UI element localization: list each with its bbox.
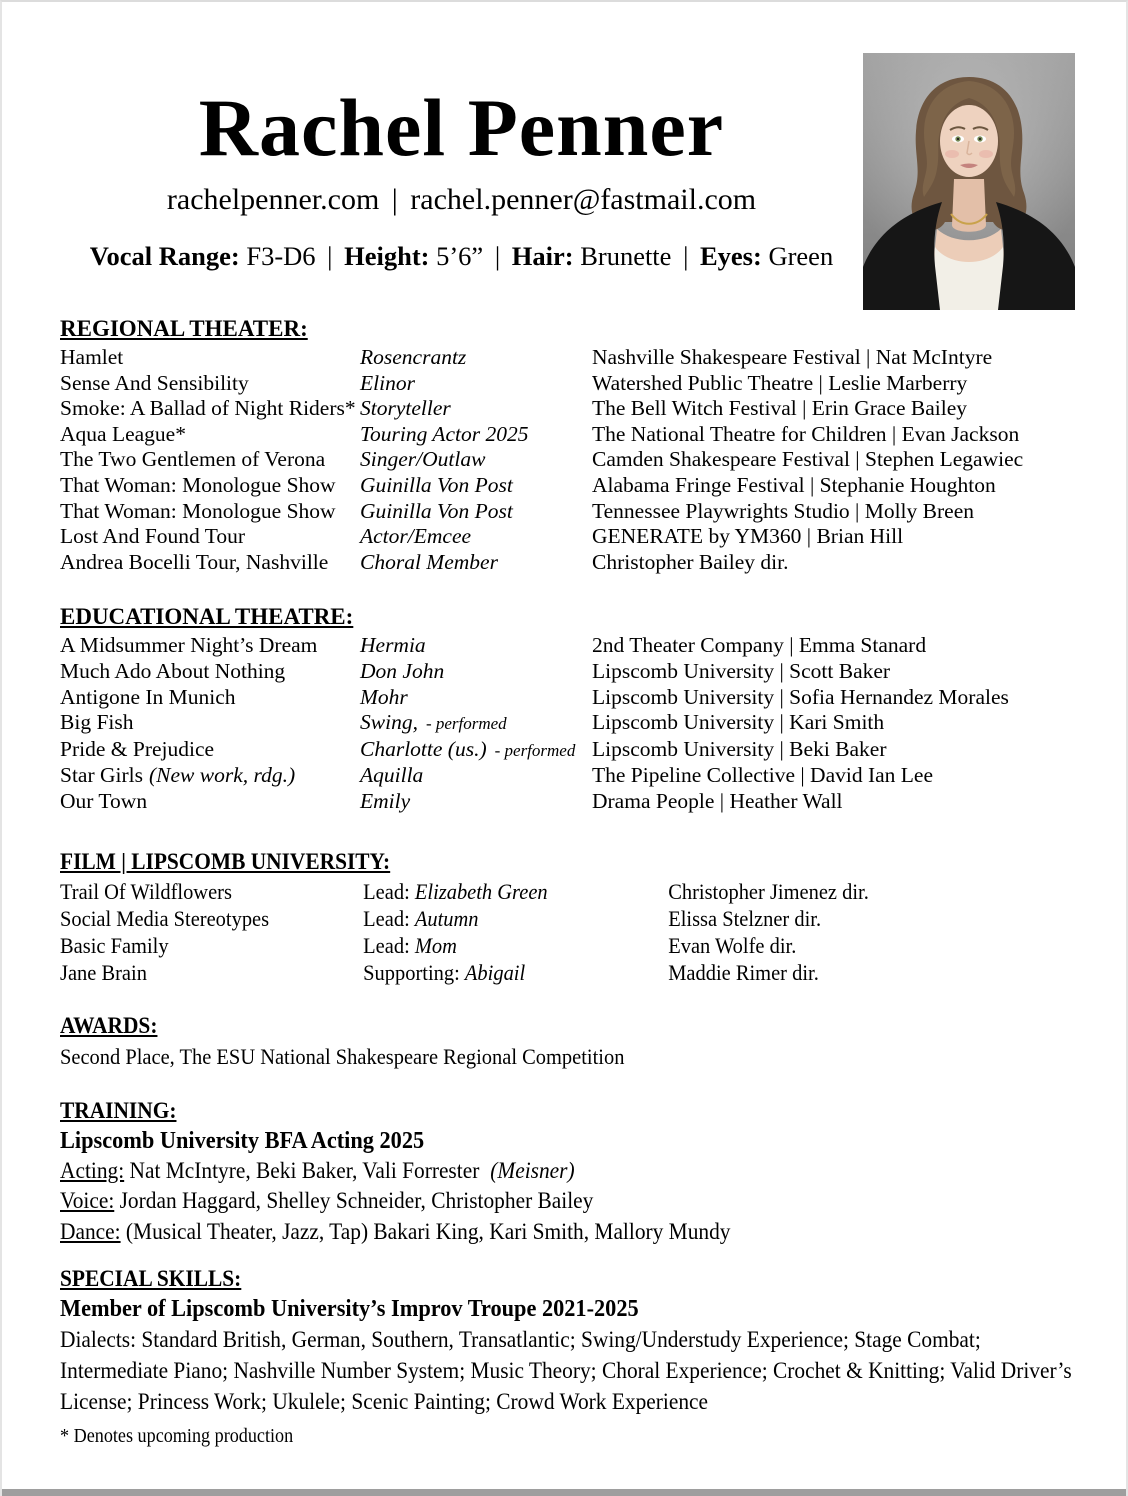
film-title: Jane Brain [60,959,147,985]
award-item: Second Place, The ESU National Shakespeare Regional Competition [60,1043,625,1069]
training-category-label: Voice: [60,1188,115,1213]
role-name: Actor/Emcee [360,524,472,549]
venue-director: 2nd Theater Company | Emma Stanard [592,633,927,658]
production-title: A Midsummer Night’s Dream [60,633,318,658]
role-name: Choral Member [360,549,498,574]
page-title: Rachel Penner [198,82,725,173]
venue-director: Alabama Fringe Festival | Stephanie Houghton [592,472,996,497]
venue-director: Lipscomb University | Kari Smith [592,710,885,735]
training-names: Nat McIntyre, Beki Baker, Vali Forrester [129,1157,480,1183]
stat-label: Eyes: [700,240,762,271]
table-row [60,789,1076,815]
table-row [60,633,1076,659]
film-rows [60,878,1074,986]
table-row [60,550,1076,576]
table-row [60,710,1076,737]
table-row [60,422,1076,448]
training-line [60,1217,1074,1248]
stat-label: Vocal Range: [89,240,240,271]
role-name: Singer/Outlaw [360,447,486,472]
training-category-label: Dance: [60,1218,121,1244]
production-title: Our Town [60,788,148,813]
headshot-illustration [863,53,1075,310]
role-note: - performed [494,740,576,760]
section-heading: FILM | LIPSCOMB UNIVERSITY: [60,848,391,874]
role-name: Don John [360,658,445,683]
educational-rows [60,633,1076,814]
table-row [60,524,1076,550]
production-title: Lost And Found Tour [60,524,246,549]
role-name: Guinilla Von Post [360,472,513,497]
training-names: (Musical Theater, Jazz, Tap) Bakari King, Kari Smith, Mallory Mundy [125,1218,731,1244]
production-title: Hamlet [60,345,124,369]
table-row [60,396,1076,422]
training-line [60,1156,1074,1187]
venue-director: Christopher Bailey dir. [592,549,789,574]
role-note: - performed [425,714,507,734]
table-row [60,447,1076,473]
venue-director: Nashville Shakespeare Festival | Nat McIntyre [592,345,993,369]
training-category-label: Acting: [60,1157,125,1183]
venue-director: Lipscomb University | Beki Baker [592,736,887,761]
stats-line [60,241,863,272]
stat-value: Brunette [580,240,672,271]
website-text: rachelpenner.com [166,182,380,216]
production-title: Much Ado About Nothing [60,658,286,683]
role-name: Swing, - performed [360,710,507,735]
role-name: Emily [360,788,411,813]
table-row [60,763,1076,789]
asterisk-footnote: * Denotes upcoming production [60,1426,294,1447]
film-title: Basic Family [60,932,169,958]
film-title: Trail Of Wildflowers [60,878,232,904]
section-heading: SPECIAL SKILLS: [60,1266,242,1291]
film-role [363,878,668,905]
film-director: Evan Wolfe dir. [668,932,797,958]
page-bottom-edge [2,1489,1126,1496]
email-text: rachel.penner@fastmail.com [410,182,757,216]
role-type: Supporting: [363,959,460,985]
skills-subheading: Member of Lipscomb University’s Improv Troupe 2021-2025 [60,1296,639,1322]
role-name: Aquilla [360,763,424,788]
section-heading: REGIONAL THEATER: [60,316,308,341]
production-title: Andrea Bocelli Tour, Nashville [60,549,329,574]
contact-line [60,183,863,217]
production-title: Smoke: A Ballad of Night Riders* [60,396,356,421]
role-name: Guinilla Von Post [360,498,513,523]
resume-body [2,314,1126,1448]
film-director: Elissa Stelzner dir. [668,905,822,931]
separator: | [327,240,333,271]
venue-director: Watershed Public Theatre | Leslie Marberry [592,370,968,395]
role-name: Abigail [464,959,526,985]
film-role [363,959,668,986]
production-title: Pride & Prejudice [60,736,215,761]
role-type: Lead: [363,878,410,904]
venue-director: Lipscomb University | Sofia Hernandez Morales [592,684,1009,709]
table-row [60,371,1076,397]
skills-list: Dialects: Standard British, German, Southern, Transatlantic; Swing/Understudy Experience; Stage Combat; Intermediate Piano; Nashville Number System; Music Theory; Choral Experience; Crochet & Knitting; Valid Driver’s License; Princess Work; Ukulele; Scenic Painting; Crowd Work Experience [60,1327,1072,1414]
table-row [60,905,1074,932]
table-row [60,737,1076,764]
role-name: Mom [414,932,457,958]
training-line [60,1186,1074,1217]
production-title: Aqua League* [60,421,186,446]
stat-value: F3-D6 [246,240,316,271]
venue-director: The Pipeline Collective | David Ian Lee [592,763,934,788]
venue-director: Drama People | Heather Wall [592,788,843,813]
section-heading: EDUCATIONAL THEATRE: [60,604,354,630]
production-title: Star Girls (New work, rdg.) [60,763,296,788]
table-row [60,499,1076,525]
role-name: Mohr [360,684,408,709]
table-row [60,473,1076,499]
header-text-block [60,53,863,272]
section-educational-theatre [60,602,1076,814]
role-name: Hermia [360,633,426,658]
role-name: Elinor [360,370,415,395]
section-awards [60,1011,1074,1070]
regional-rows [60,345,1076,575]
role-name: Autumn [414,905,479,931]
section-regional-theater [60,314,1076,575]
venue-director: Lipscomb University | Scott Baker [592,658,891,683]
stat-label: Height: [344,240,430,271]
training-names: Jordan Haggard, Shelley Schneider, Christopher Bailey [119,1188,594,1213]
role-name: Touring Actor 2025 [360,421,529,446]
stat-value: 5’6” [436,240,484,271]
section-film [60,847,1074,986]
header [2,2,1126,310]
role-name: Charlotte (us.) - performed [360,736,576,761]
role-name: Rosencrantz [360,345,467,369]
section-heading: AWARDS: [60,1012,158,1038]
venue-director: The Bell Witch Festival | Erin Grace Bailey [592,396,968,421]
section-special-skills [60,1264,1074,1417]
film-title: Social Media Stereotypes [60,905,270,931]
film-director: Christopher Jimenez dir. [668,878,869,904]
venue-director: The National Theatre for Children | Evan Jackson [592,421,1020,446]
production-title: Antigone In Munich [60,684,236,709]
table-row [60,685,1076,711]
headshot-photo [863,53,1075,310]
production-title: That Woman: Monologue Show [60,472,336,497]
table-row [60,345,1076,371]
stat-value: Green [768,240,834,271]
venue-director: Camden Shakespeare Festival | Stephen Legawiec [592,447,1024,472]
section-heading: TRAINING: [60,1097,177,1123]
stat-label: Hair: [511,240,574,271]
production-title: Big Fish [60,710,134,735]
production-title: Sense And Sensibility [60,370,249,395]
production-title: That Woman: Monologue Show [60,498,336,523]
section-training [60,1096,1074,1248]
training-note: (Meisner) [490,1157,575,1183]
film-role [363,932,668,959]
role-type: Lead: [363,905,410,931]
title-note: (New work, rdg.) [149,763,296,788]
venue-director: Tennessee Playwrights Studio | Molly Breen [592,498,974,523]
separator: | [683,240,689,271]
film-role [363,905,668,932]
production-title: The Two Gentlemen of Verona [60,447,326,472]
table-row [60,659,1076,685]
role-type: Lead: [363,932,410,958]
training-program: Lipscomb University BFA Acting 2025 [60,1127,425,1154]
table-row [60,932,1074,959]
role-name: Elizabeth Green [414,878,548,904]
separator: | [494,240,501,271]
table-row [60,959,1074,986]
role-name: Storyteller [360,396,451,421]
condensed-zone [60,847,1074,1449]
venue-director: GENERATE by YM360 | Brian Hill [592,524,904,549]
separator: | [391,182,398,216]
table-row [60,878,1074,905]
film-director: Maddie Rimer dir. [668,959,819,985]
